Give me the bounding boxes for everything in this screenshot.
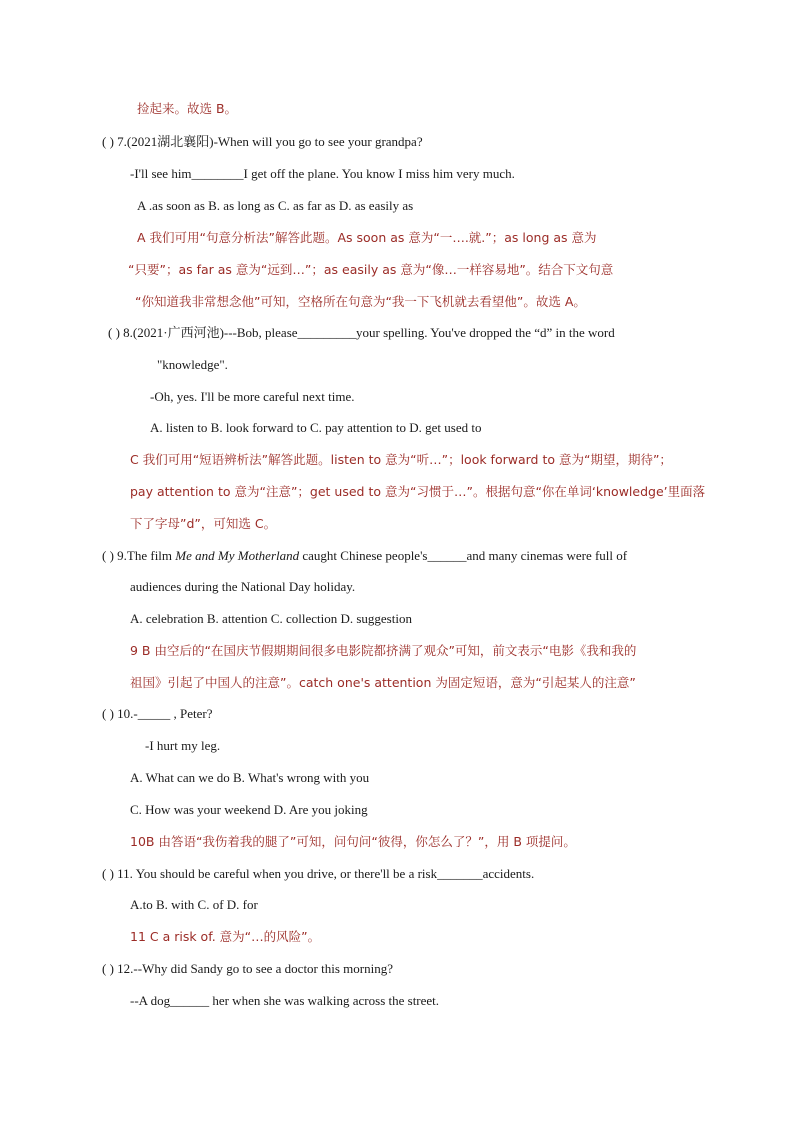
answer-text: “你知道我非常想念他”可知，空格所在句意为“我一下飞机就去看望他”。故选 A。 xyxy=(135,294,586,309)
options-line: A. celebration B. attention C. collection D. suggestion xyxy=(130,611,412,626)
dialogue-line: --A dog______ her when she was walking across the street. xyxy=(130,993,440,1008)
question-11: ( ) 11. You should be careful when you drive, or there'll be a risk_______accidents. xyxy=(102,866,535,881)
dialogue-line: -I'll see him________I get off the plane. You know I miss him very much. xyxy=(130,166,515,181)
question-7: ( ) 7.(2021湖北襄阳)-When will you go to see your grandpa? xyxy=(102,134,423,149)
answer-text: 11 C a risk of. 意为“…的风险”。 xyxy=(130,929,321,944)
options-line: A .as soon as B. as long as C. as far as D. as easily as xyxy=(137,198,414,213)
answer-text: “只要”；as far as 意为“远到…”；as easily as 意为“像…一样容易地”。结合下文句意 xyxy=(128,262,614,277)
question-text: caught Chinese people's______and many cinemas were full of xyxy=(299,548,628,563)
answer-text: C 我们可用“短语辨析法”解答此题。listen to 意为“听…”；look forward to 意为“期望，期待”； xyxy=(130,452,672,467)
answer-text: 祖国》引起了中国人的注意”。catch one's attention 为固定短语，意为“引起某人的注意” xyxy=(130,675,636,690)
options-line: A. listen to B. look forward to C. pay attention to D. get used to xyxy=(150,420,482,435)
answer-text: 10B 由答语“我伤着我的腿了”可知，问句问“彼得，你怎么了？”，用 B 项提问。 xyxy=(130,834,576,849)
answer-text: 捡起来。故选 B。 xyxy=(137,101,238,116)
answer-text: 9 B 由空后的“在国庆节假期期间很多电影院都挤满了观众”可知，前文表示“电影《我和我的 xyxy=(130,643,637,658)
options-line: C. How was your weekend D. Are you joking xyxy=(130,802,368,817)
question-8: ( ) 8.(2021·广西河池)---Bob, please_________your spelling. You've dropped the “d” in the word xyxy=(108,325,615,340)
options-line: A. What can we do B. What's wrong with you xyxy=(130,770,370,785)
answer-text: A 我们可用“句意分析法”解答此题。As soon as 意为“一….就.”；as long as 意为 xyxy=(137,230,597,245)
answer-text: pay attention to 意为“注意”；get used to 意为“习惯于…”。根据句意“你在单词‘knowledge’里面落 xyxy=(130,484,706,499)
question-12: ( ) 12.--Why did Sandy go to see a doctor this morning? xyxy=(102,961,393,976)
dialogue-line: -I hurt my leg. xyxy=(145,738,221,753)
options-line: A.to B. with C. of D. for xyxy=(130,897,258,912)
question-10: ( ) 10.-_____ , Peter? xyxy=(102,706,213,721)
dialogue-line: -Oh, yes. I'll be more careful next time. xyxy=(150,389,355,404)
answer-text: 下了字母”d”，可知选 C。 xyxy=(130,516,277,531)
question-9 xyxy=(102,547,627,565)
dialogue-line: "knowledge". xyxy=(157,357,228,372)
question-text: audiences during the National Day holiday. xyxy=(130,579,356,594)
question-text: ( ) 9.The film xyxy=(102,548,176,563)
film-title: Me and My Motherland xyxy=(175,548,300,563)
